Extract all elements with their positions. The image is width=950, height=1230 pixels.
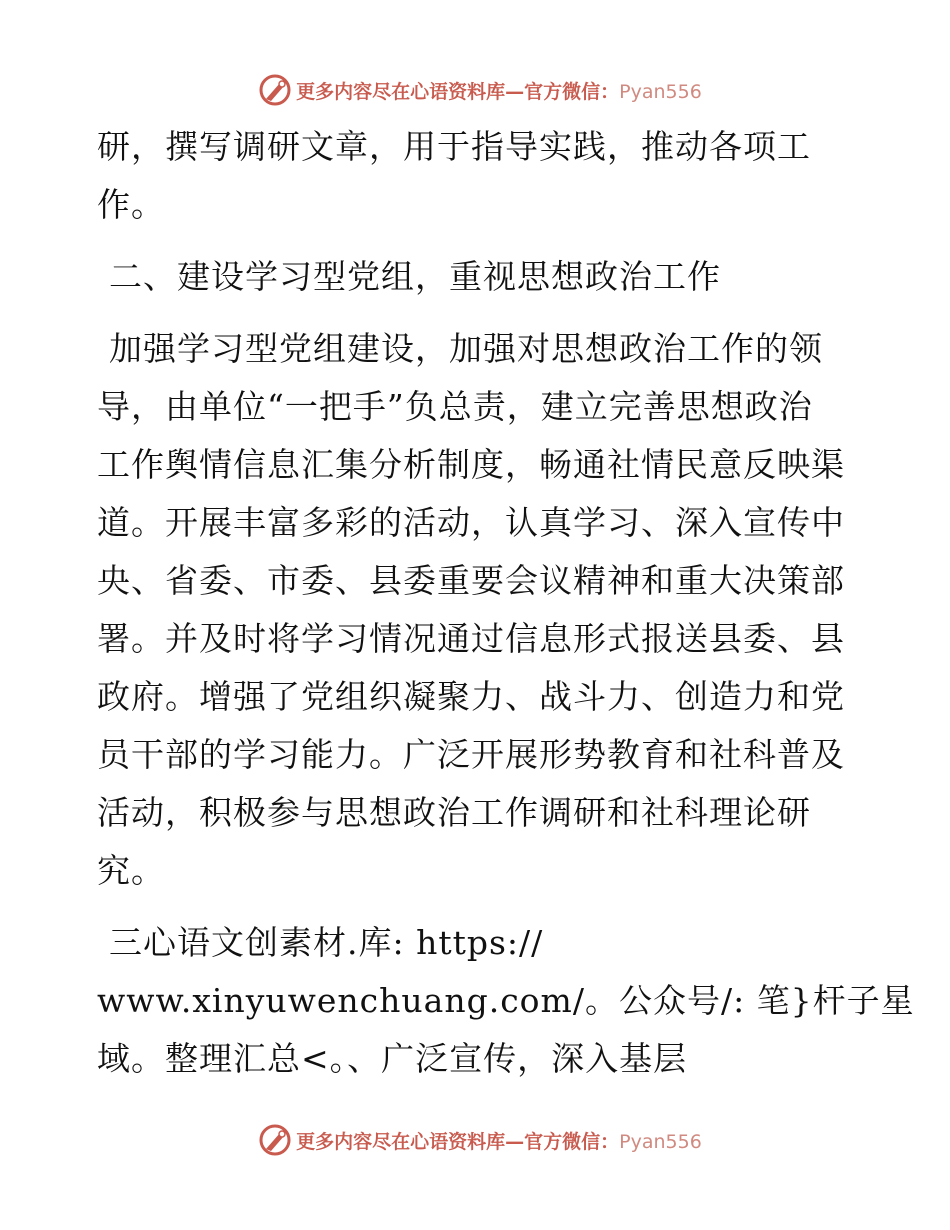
banner-text: [296, 77, 702, 104]
pen-nib-logo-icon: [258, 73, 292, 107]
text-line: 署。并及时将学习情况通过信息形式报送县委、县: [97, 619, 845, 658]
text-line: 作。: [97, 185, 165, 224]
text-line: 域。整理汇总<。、广泛宣传，深入基层: [97, 1039, 688, 1078]
text-line: www.xinyuwenchuang.com/。公众号/: 笔}杆子星: [97, 981, 915, 1020]
section-heading: 二、建设学习型党组，重视思想政治工作: [109, 257, 721, 296]
banner-site-text: 更多内容尽在心语资料库—官方微信：: [296, 80, 620, 103]
paragraph-1: [97, 118, 877, 234]
banner-inner: [248, 73, 702, 107]
text-line: 导，由单位“一把手”负总责，建立完善思想政治: [97, 387, 813, 426]
header-watermark-banner: [0, 72, 950, 108]
text-line: 政府。增强了党组织凝聚力、战斗力、创造力和党: [97, 677, 845, 716]
text-line: 员干部的学习能力。广泛开展形势教育和社科普及: [97, 735, 845, 774]
text-line: 道。开展丰富多彩的活动，认真学习、深入宣传中: [97, 503, 845, 542]
text-line: 究。: [97, 851, 165, 890]
banner-inner: [248, 1123, 702, 1157]
pen-nib-logo-icon: [258, 1123, 292, 1157]
document-body: [97, 118, 915, 1088]
footer-watermark-banner: [0, 1122, 950, 1158]
text-line: 三心语文创素材.库: https://: [109, 923, 544, 962]
banner-wechat-handle: Pyan556: [619, 1130, 702, 1153]
banner-wechat-handle: Pyan556: [619, 80, 702, 103]
text-line: 央、省委、市委、县委重要会议精神和重大决策部: [97, 561, 845, 600]
text-line: 活动，积极参与思想政治工作调研和社科理论研: [97, 793, 811, 832]
paragraph-2: [97, 320, 877, 900]
text-line: 研，撰写调研文章，用于指导实践，推动各项工: [97, 127, 811, 166]
text-line: 工作舆情信息汇集分析制度，畅通社情民意反映渠: [97, 445, 845, 484]
text-line: 加强学习型党组建设，加强对思想政治工作的领: [109, 329, 823, 368]
banner-text: [296, 1127, 702, 1154]
banner-site-text: 更多内容尽在心语资料库—官方微信：: [296, 1130, 620, 1153]
paragraph-3: [97, 914, 915, 1088]
